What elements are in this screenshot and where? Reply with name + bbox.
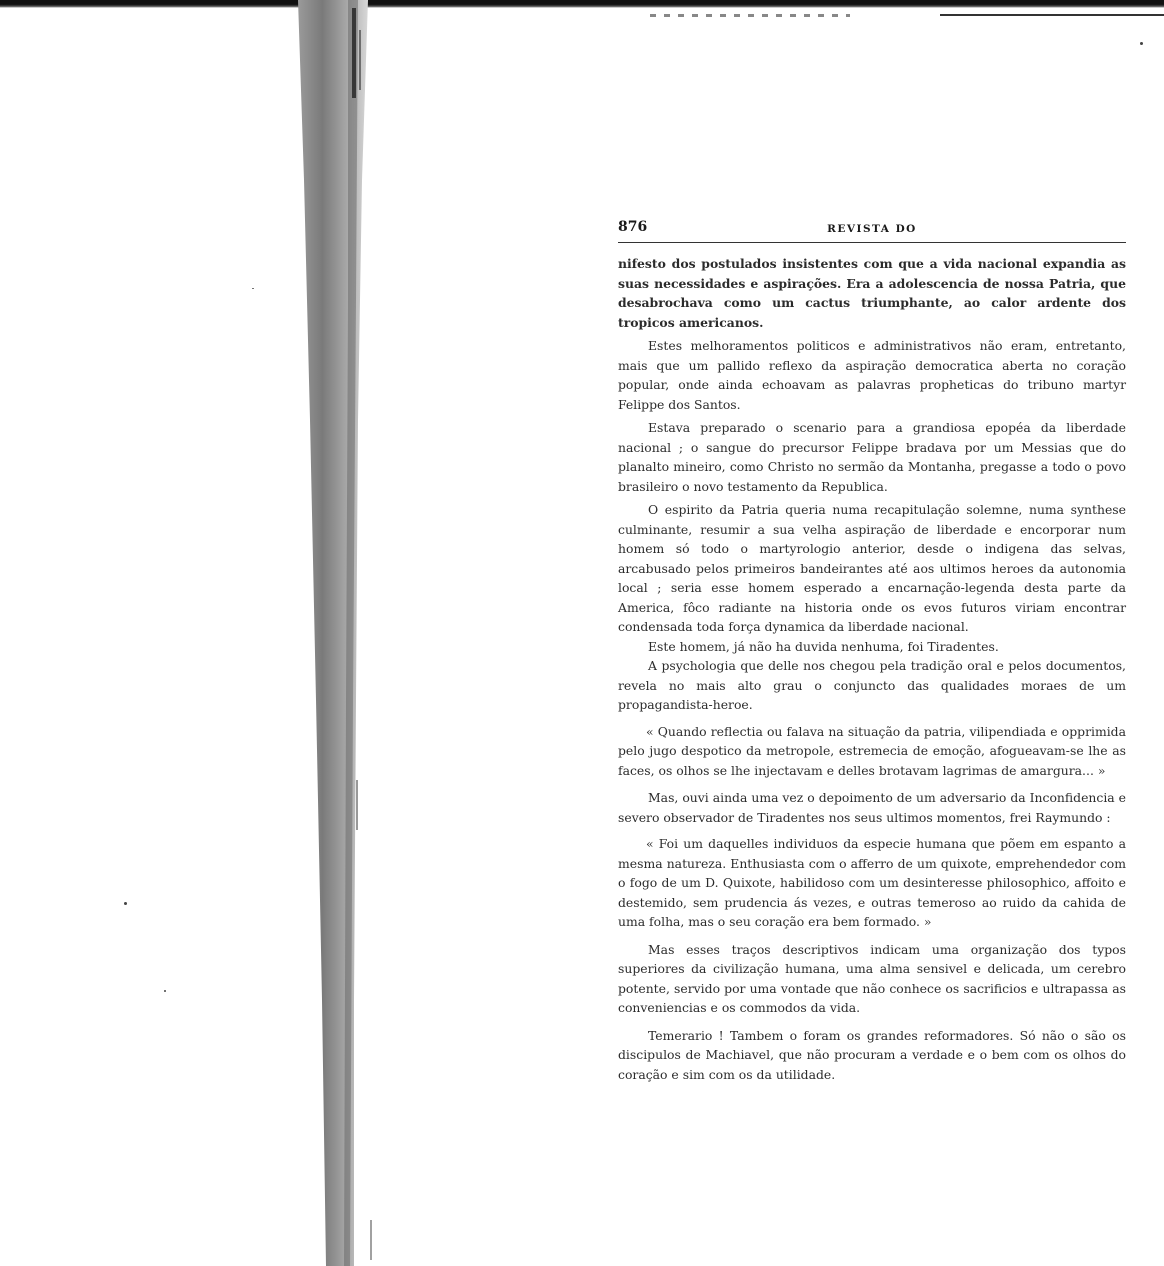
scan-speck [124,902,127,905]
paragraph: Mas, ouvi ainda uma vez o depoimento de um adversario da Inconfidencia e severo observador de Tiradentes nos seus ultimos momentos, frei Raymundo : [618,790,1126,825]
scan-top-specks [650,14,850,17]
paragraph: Estava preparado o scenario para a grandiosa epopéa da liberdade nacional ; o sangue do precursor Felippe bradava por um Messias que do planalto mineiro, como Christo no sermão da Montanha, pregasse a todo o povo brasileiro o novo testamento da Republica. [618,420,1126,494]
document-page [618,216,1126,1084]
journal-title: REVISTA DO [827,223,917,235]
paragraph: Mas esses traços descriptivos indicam uma organização dos typos superiores da civilização humana, uma alma sensivel e delicada, um cerebro potente, servido por uma vontade que não conhece os sacrificios e ultrapassa as conveniencias e os commodos da vida. [618,941,1126,1015]
paragraph: A psychologia que delle nos chegou pela tradição oral e pelos documentos, revela no mais alto grau o conjuncto das qualidades moraes de um propagandista-heroe. [618,658,1126,712]
scan-top-rule [940,14,1164,16]
paragraph: Estes melhoramentos politicos e administrativos não eram, entretanto, mais que um pallido reflexo da aspiração democratica aberta no coração popular, onde ainda echoavam as palavras propheticas do tribuno martyr Felippe dos Santos. [618,338,1126,412]
scan-top-edge [0,0,1164,8]
quotation: « Quando reflectia ou falava na situação da patria, vilipendiada e opprimida pelo jugo despotico da metropole, estremecia de emoção, afogueavam-se lhe as faces, os olhos se lhe injectavam e delles brotavam lagrimas de amargura... » [618,723,1126,778]
scan-speck [1140,42,1143,45]
page-number: 876 [618,219,648,235]
scan-speck [164,990,166,992]
paragraph: O espirito da Patria queria numa recapitulação solemne, numa synthese culminante, resumir a sua velha aspiração de liberdade e encorporar num homem só todo o martyrologio anterior, desde o indigena das selvas, arcabusado pelos primeiros bandeirantes até aos ultimos heroes da autonomia local ; seria esse homem esperado a encarnação-legenda desta parte da America, fôco radiante na historia onde os evos futuros viriam encontrar condensada toda força dynamica da liberdade nacional. [618,502,1126,634]
paragraph: nifesto dos postulados insistentes com que a vida nacional expandia as suas necessidades e aspirações. Era a adolescencia de nossa Patria, que desabrochava como um cactus triumphante, ao calor ardente dos tropicos americanos. [618,256,1126,330]
binding-gutter-shadow [296,0,386,1266]
paragraph: Este homem, já não ha duvida nenhuma, foi Tiradentes. [648,638,999,654]
scan-speck [252,288,254,289]
quotation: « Foi um daquelles individuos da especie humana que põem em espanto a mesma natureza. Enthusiasta com o afferro de um quixote, emprehendedor com o fogo de um D. Quixote, habilidoso com um desinteresse philosophico, affoito e destemido, sem prudencia ás vezes, e outras temeroso ao ruido da cahida de uma folha, mas o seu coração era bem formado. » [618,836,1126,929]
gutter-shadow-graphic [296,0,386,1266]
paragraph: Temerario ! Tambem o foram os grandes reformadores. Só não o são os discipulos de Machiavel, que não procuram a verdade e o bem com os olhos do coração e sim com os da utilidade. [618,1027,1126,1082]
body-text [618,254,1126,1084]
running-header [618,216,1126,243]
